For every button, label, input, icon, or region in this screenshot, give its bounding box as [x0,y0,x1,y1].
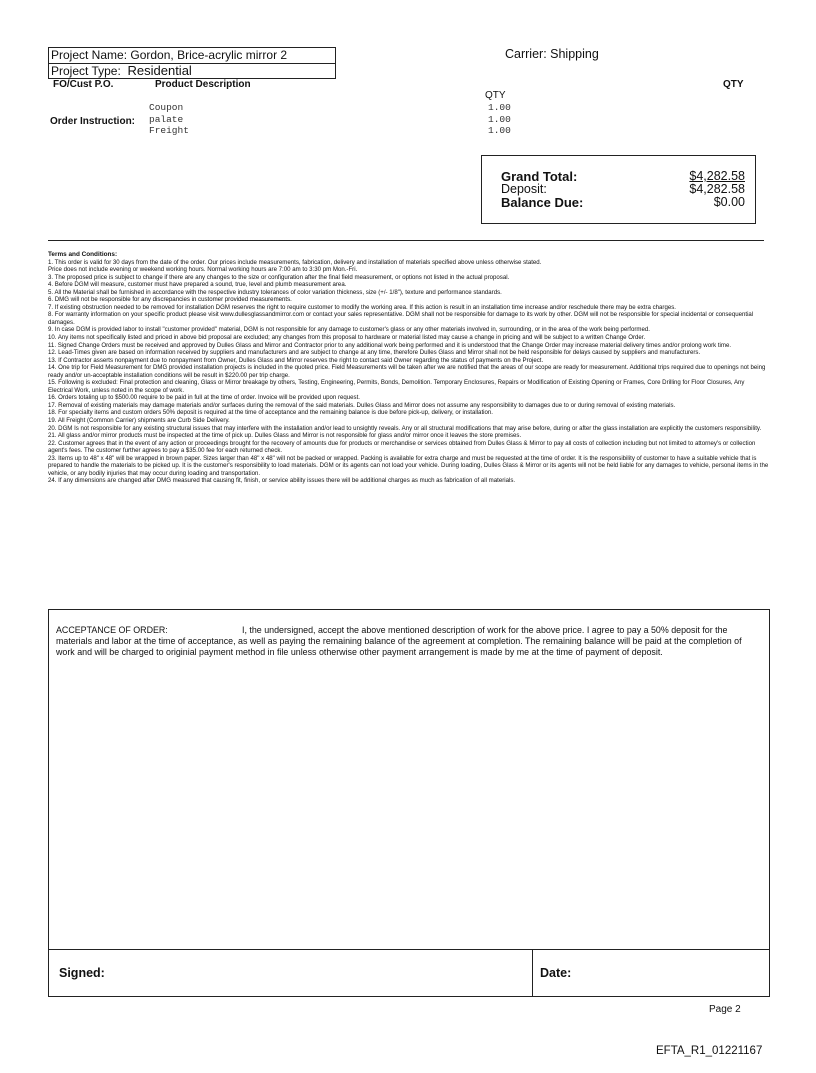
product-description-header: Product Description [155,79,251,90]
project-name-value: Gordon, Brice-acrylic mirror 2 [130,48,288,62]
item-description: Coupon [149,102,184,113]
item-description-list [149,102,189,137]
item-qty: 1.00 [488,125,511,136]
terms-item: 21. All glass and/or mirror products must be inspected at the time of pick up. Dulles Glass and Mirror is not responsible for glass and/or mirror once it leaves the store premises. [48,432,522,440]
terms-item: 4. Before DGM will measure, customer must have prepared a sound, true, level and plumb measurement area. [48,281,347,289]
acceptance-heading: ACCEPTANCE OF ORDER: [56,625,168,635]
signature-divider [532,950,533,997]
terms-item: 16. Orders totaling up to $500.00 require to be paid in full at the time of order. Invoice will be provided upon request. [48,394,360,402]
terms-title: Terms and Conditions: [48,251,118,258]
project-name-row [49,48,335,63]
acceptance-text [56,625,761,658]
totals-box [481,155,756,224]
acceptance-box [48,609,770,997]
balance-due-value: $0.00 [713,195,745,209]
grand-total-label: Grand Total: [501,169,578,184]
project-type-value: Residential [127,63,192,78]
terms-item: 23. Items up to 48" x 48" will be wrapped in brown paper. Sizes larger than 48" x 48" will not be packed or wrapped. Packing is available for extra charge and must be requested at the time of order. It is the responsibility of customer to have a suitable vehicle that is prepared to handle the materials to be picked up. It is the customer's responsibility to load materials. DGM or its agents can not load your vehicle. During loading, Dulles Glass & Mirror or its agents will not be held liable for any damages to vehicle, personal items in the vehicle, or any bodily injuries that may occur during loading and transportation. [48,454,769,477]
balance-due-row [501,196,745,209]
terms-item: 12. Lead-Times given are based on information received by suppliers and manufacturers and are subject to change at any time, therefore Dulles Glass and Mirror shall not be held responsible for delays caused by suppliers and manufacturers. [48,349,701,357]
terms-item: Price does not include evening or weekend working hours. Normal working hours are 7:00 am to 3:30 pm Mon.-Fri. [48,266,358,274]
page-number: Page 2 [709,1004,741,1015]
deposit-label: Deposit: [501,182,547,196]
item-description: Freight [149,125,189,136]
terms-item: 1. This order is valid for 30 days from the date of the order. Our prices include measurements, fabrication, delivery and installation of materials specified above unless otherwise stated. [48,258,542,266]
item-qty-list [488,102,511,137]
terms-item: 15. Following is excluded: Final protection and cleaning, Glass or Mirror breakage by others, Testing, Engineering, Permits, Bonds, Demolition. Temporary Enclosures, Repairs or Modification of Existing Opening or Frames, Core Drilling for Floor Closures, Any Electrical Work, unless noted in the scope of work. [48,379,745,394]
terms-item: 8. For warranty information on your specific product please visit www.dullesglassandmirror.com or contact your sales representative. DGM shall not be responsible for damage to its work by other. DGM will not be responsible for special incidental or consequential damages. [48,311,754,326]
item-qty: 1.00 [488,113,511,125]
project-name-label: Project Name: [51,48,128,62]
signed-field[interactable]: Signed: [59,966,105,980]
document-id: EFTA_R1_01221167 [656,1045,763,1057]
terms-item: 5. All the Material shall be furnished in accordance with the respective industry tolerances of color variation thickness, size (+/- 1/8"), texture and performance standards. [48,288,502,296]
balance-due-label: Balance Due: [501,195,584,210]
item-description: palate [149,113,184,125]
signature-row [49,949,769,997]
qty-column-header: QTY [485,90,506,101]
carrier-info: Carrier: Shipping [505,47,599,61]
terms-item: 22. Customer agrees that in the event of any action or proceedings brought for the recovery of amounts due for products or merchandise or services obtained from Dulles Glass & Mirror to pay all costs of collection including but not limited to attorney's or collection agent's fees. The customer further agrees to pay a $35.00 fee for each returned check. [48,439,756,455]
terms-item: 19. All Freight (Common Carrier) shipments are Curb Side Delivery. [48,417,230,425]
terms-item: 24. If any dimensions are changed after DMG measured that causing fit, finish, or service ability issues there will be additional charges as much as fabrication of all materials. [48,477,516,485]
project-type-label: Project Type: [51,64,121,78]
terms-item: 10. Any items not specifically listed and priced in above bid proposal are excluded; any changes from this proposal to hardware or material listed may cause a change in pricing and will be subject to a written Change Order. [48,334,646,342]
acceptance-body: I, the undersigned, accept the above mentioned description of work for the above price. I agree to pay a 50% deposit for the materials and labor at the time of acceptance, as well as paying the remaining balance of the agreement at completion. The remaining balance will be paid at the completion of work and will be charged to originial payment method in file unless otherwise other payment arrangement is made by me at the time of payment of deposit. [56,625,742,657]
terms-item: 18. For specialty items and custom orders 50% deposit is required at the time of acceptance and the remaining balance is due before pick-up, delivery, or installation. [48,409,493,417]
terms-item: 3. The proposed price is subject to change if there are any changes to the size or configuration after the final field measurement, or options not listed in the actual proposal. [48,273,510,281]
grand-total-value: $4,282.58 [689,169,745,183]
terms-item: 20. DGM Is not responsible for any existing structural issues that may interfere with the installation and/or lead to unsightly reveals. Any or all structural modifications that may arise before, during or after the glass installation are explicitly the customers responsibility. [48,424,762,432]
project-type-row [49,63,335,78]
terms-item: 13. If Contractor asserts nonpayment due to nonpayment from Owner, Dulles Glass and Mirror reserves the right to contact said Owner regarding the status of payments on the Project. [48,356,544,364]
terms-item: 6. DMG will not be responsible for any discrepancies in customer provided measurements. [48,296,292,304]
qty-header-right: QTY [723,79,744,90]
fo-cust-po-header: FO/Cust P.O. [53,79,114,90]
date-field[interactable]: Date: [540,966,572,980]
terms-item: 11. Signed Change Orders must be received and approved by Dulles Glass and Mirror and Contractor prior to any additional work being performed and it is understood that the Change Order may increase material delivery times and/or prolong work time. [48,341,732,349]
deposit-value: $4,282.58 [689,182,745,196]
item-qty: 1.00 [488,102,511,113]
terms-item: 7. If existing obstruction needed to be removed for installation DGM reserves the right to require customer to modify the working area. If this action is result in an installation time increase and/or reschedule there may be extra charges. [48,303,676,311]
terms-item: 17. Removal of existing materials may damage materials and/or surfaces during the removal of the said materials. Dulles Glass and Mirror does not assume any responsibility to damages due to or during removal of existing materials. [48,401,676,409]
order-instruction-label: Order Instruction: [50,116,136,127]
terms-item: 14. One trip for Field Measurement for DMG provided installation projects is included in the quoted price. Field Measurements will be taken after we are notified that the areas of our scope are ready for measurement. Additional trips required due to openings not being ready and/or un-acceptable installation conditions will be result in $220.00 per trip charge. [48,364,766,379]
terms-and-conditions [48,251,770,485]
terms-item: 9. In case DGM is provided labor to install "customer provided" material, DGM is not responsible for any damage to customer's glass or any other materials involved in, surrounding, or in the area of the work being performed. [48,326,650,334]
project-info-box [48,47,336,79]
section-divider [48,240,764,241]
